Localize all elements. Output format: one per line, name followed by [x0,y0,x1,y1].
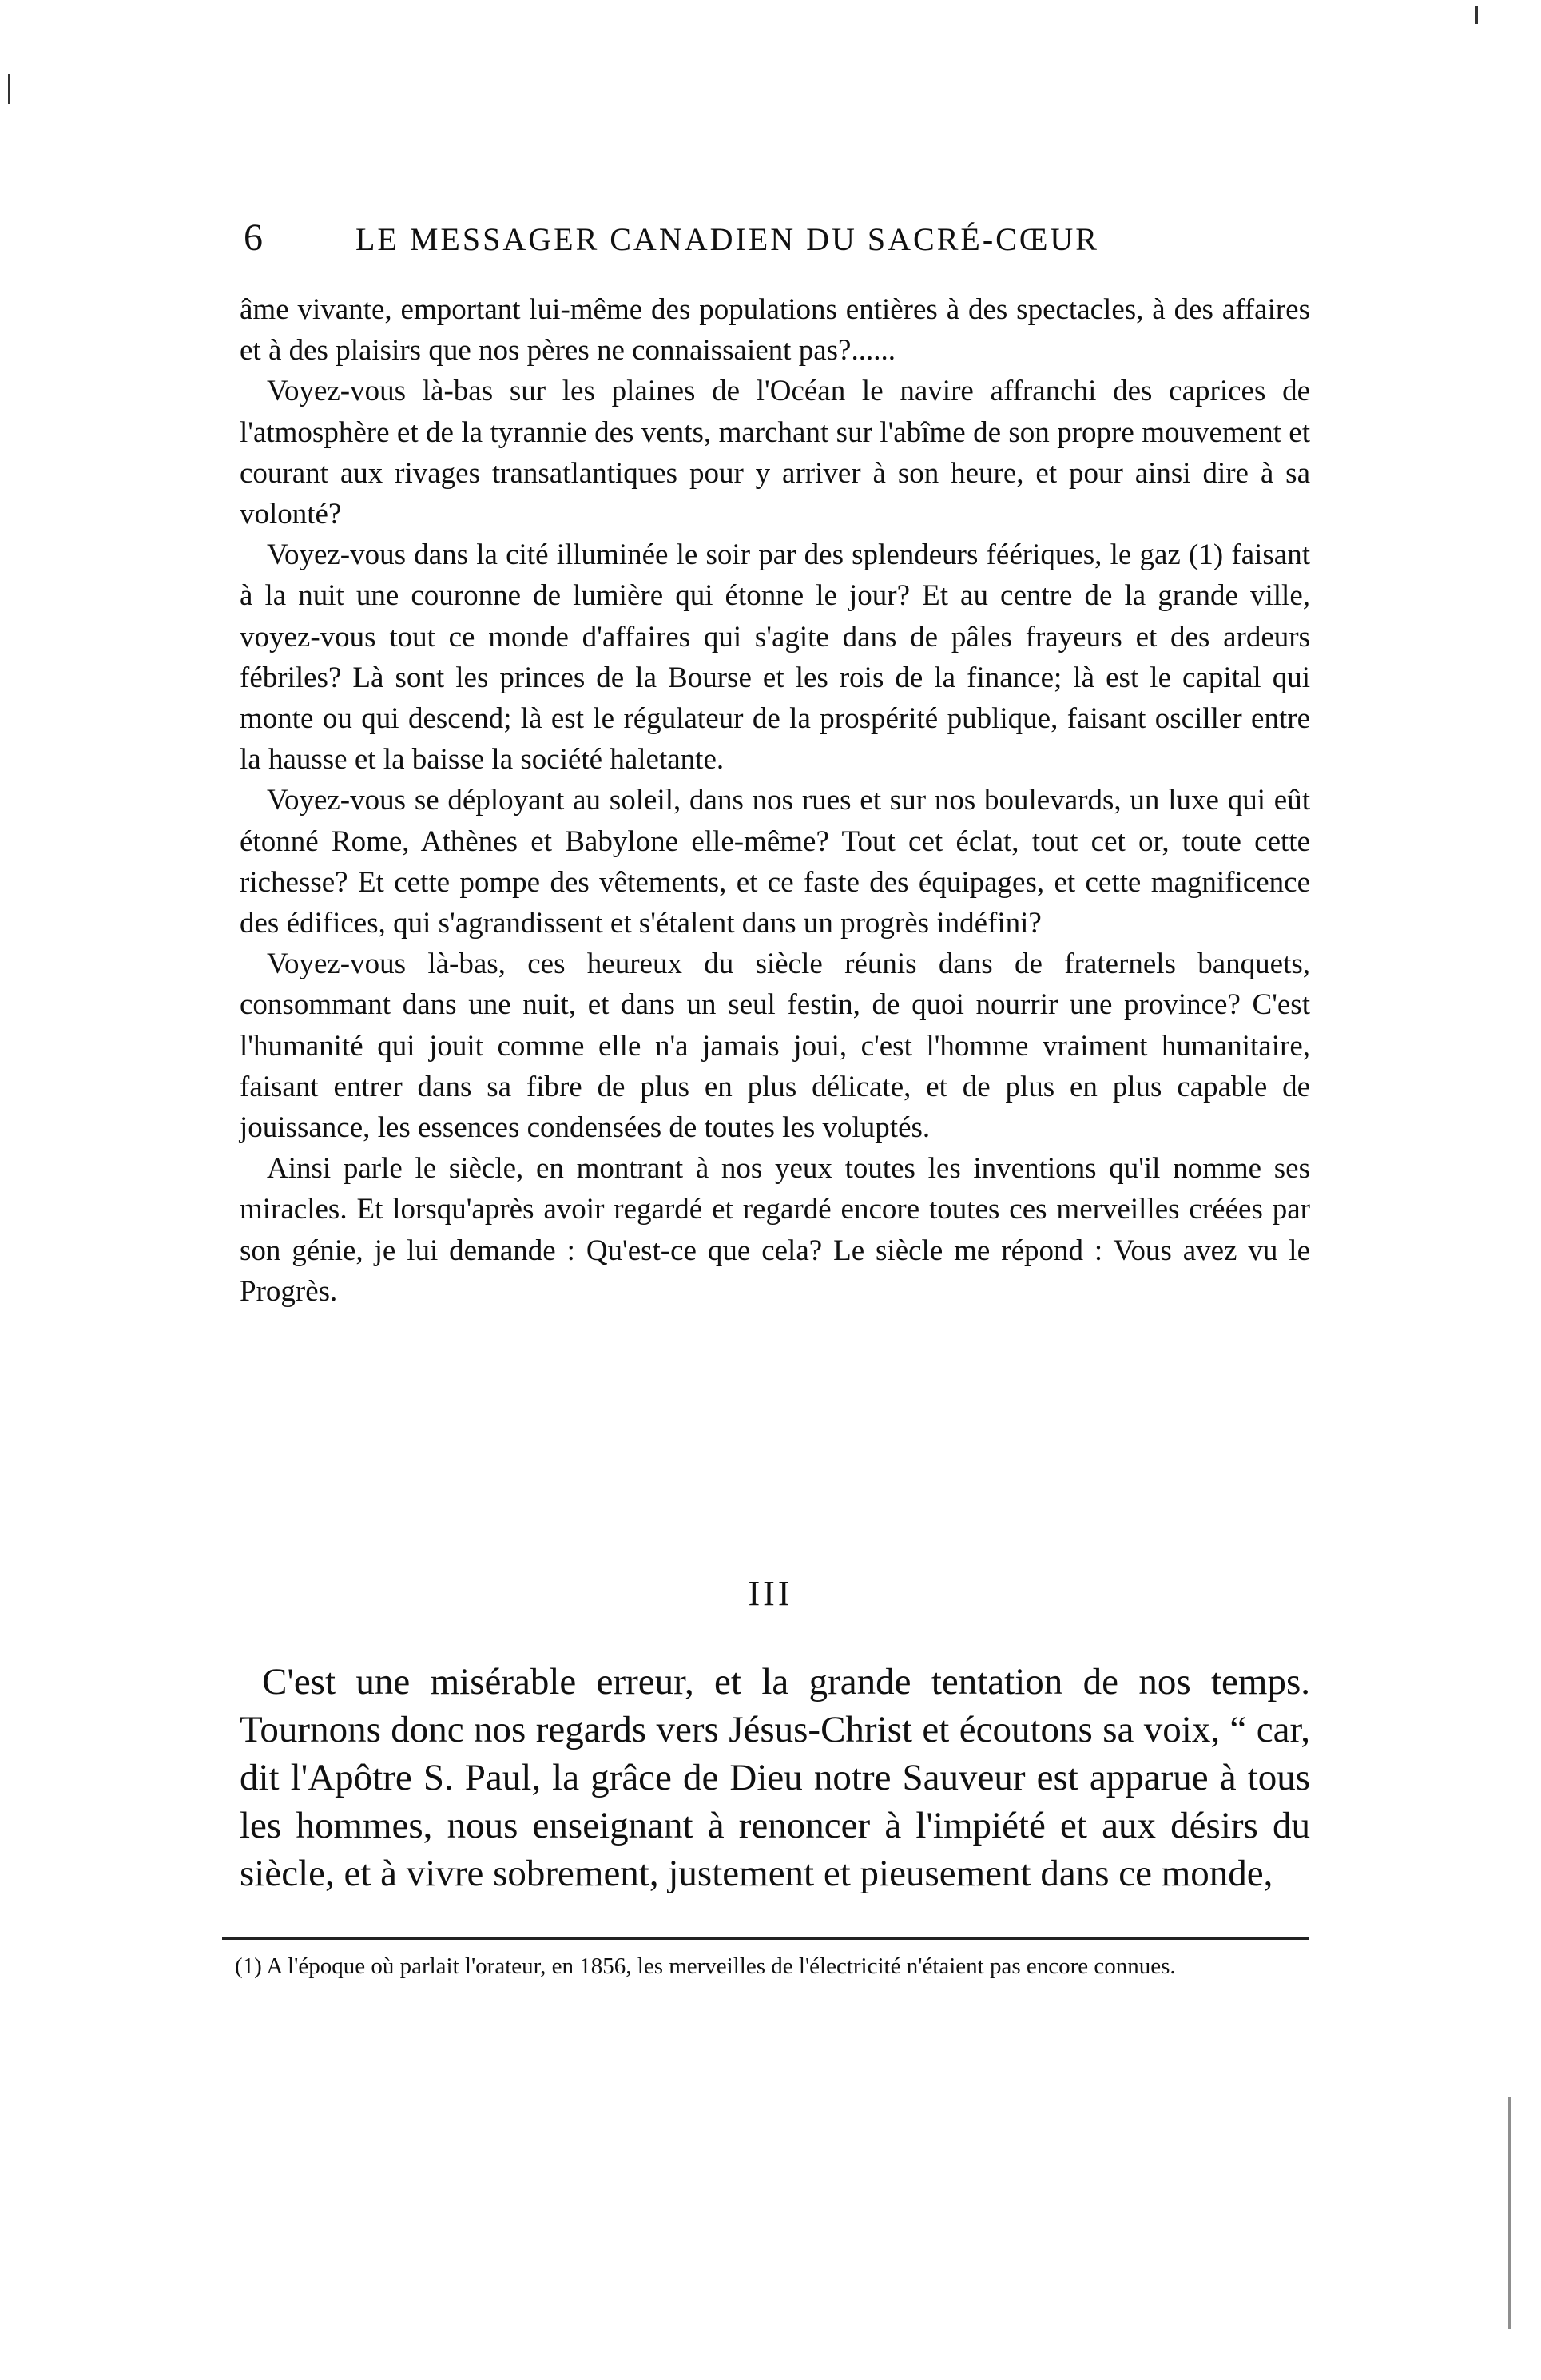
footnote-text: (1) A l'époque où parlait l'orateur, en 1856, les merveilles de l'électricité n'étaient pas encore connues. [235,1953,1176,1979]
paragraph: Voyez-vous là-bas, ces heureux du siècle réunis dans de fraternels banquets, consommant dans une nuit, et dans un seul festin, de quoi nourrir une province? C'est l'humanité qui jouit comme elle n'a jamais joui, c'est l'homme vraiment humanitaire, faisant entrer dans sa fibre de plus en plus délicate, et de plus en plus capable de jouissance, les essences condensées de toutes les voluptés. [240,948,1310,1145]
paragraph: Voyez-vous là-bas sur les plaines de l'Océan le navire affranchi des caprices de l'atmosphère et de la tyrannie des vents, marchant sur l'abîme de son propre mouvement et courant aux rivages transatlantiques pour y arriver à son heure, et pour ainsi dire à sa volonté? [240,375,1310,531]
margin-mark [1475,6,1478,24]
paragraph: Voyez-vous dans la cité illuminée le soir par des splendeurs féériques, le gaz (1) faisant à la nuit une couronne de lumière qui étonne le jour? Et au centre de la grande ville, voyez-vous tout ce monde d'affaires qui s'agite dans de pâles frayeurs et des ardeurs fébriles? Là sont les princes de la Bourse et les rois de la finance; là est le capital qui monte ou qui descend; là est le régulateur de la prospérité publique, faisant osciller entre la hausse et la baisse la société haletante. [240,538,1310,777]
paragraph: Ainsi parle le siècle, en montrant à nos yeux toutes les inventions qu'il nomme ses miracles. Et lorsqu'après avoir regardé et regardé encore toutes ces merveilles créées par son génie, je lui demande : Qu'est-ce que cela? Le siècle me répond : Vous avez vu le Progrès. [240,1152,1310,1308]
margin-mark [1508,2097,1511,2329]
section-heading: III [748,1574,793,1613]
footnote [224,1951,1310,1981]
running-header [244,214,1306,270]
footnote-rule [222,1937,1309,1940]
section-text [240,1658,1310,1897]
page-number: 6 [244,217,263,259]
body-text [240,289,1310,1312]
paragraph: C'est une misérable erreur, et la grande tentation de nos temps. Tournons donc nos regards vers Jésus-Christ et écoutons sa voix, “ car, dit l'Apôtre S. Paul, la grâce de Dieu notre Sauveur est apparue à tous les hommes, nous enseignant à renoncer à l'impiété et aux désirs du siècle, et à vivre sobrement, justement et pieusement dans ce monde, [240,1661,1310,1894]
paragraph: âme vivante, emportant lui-même des populations entières à des spectacles, à des affaires et à des plaisirs que nos pères ne connaissaient pas?...... [240,293,1310,368]
margin-mark [8,74,10,104]
running-title: LE MESSAGER CANADIEN DU SACRÉ-CŒUR [355,221,1099,257]
paragraph: Voyez-vous se déployant au soleil, dans nos rues et sur nos boulevards, un luxe qui eût étonné Rome, Athènes et Babylone elle-même? Tout cet éclat, tout cet or, toute cette richesse? Et cette pompe des vêtements, et ce faste des équipages, et cette magnificence des édifices, qui s'agrandissent et s'étalent dans un progrès indéfini? [240,784,1310,940]
